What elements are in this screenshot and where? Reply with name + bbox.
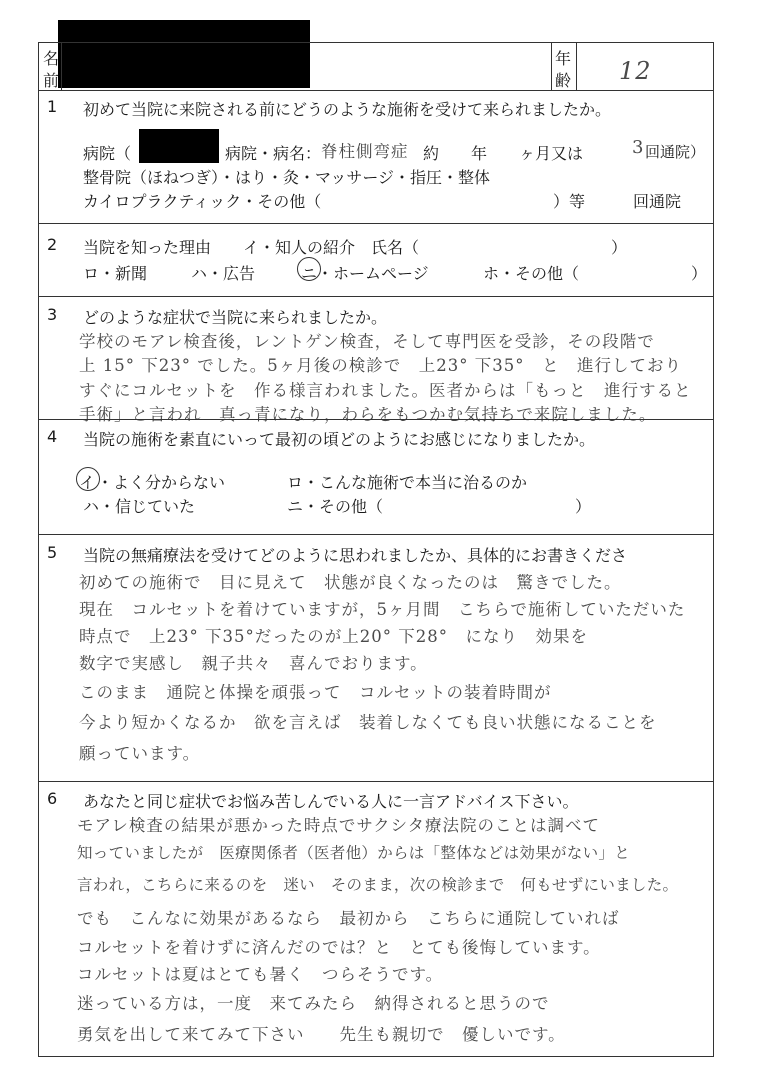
- q4-option-ni: ニ・その他（ ）: [287, 497, 592, 516]
- q6-answer-line: 迷っている方は，一度 来てみたら 納得されると思うので: [77, 994, 550, 1013]
- q2-homepage: ・ホームページ: [317, 264, 429, 283]
- q3-question: どのような症状で当院に来られましたか。: [83, 308, 388, 327]
- age-divider-left: [551, 43, 552, 90]
- q4-question: 当院の施術を素直にいって最初の頃どのようにお感じになりましたか。: [83, 430, 596, 449]
- header-divider: [61, 43, 62, 90]
- q3-answer-line: 上 15° 下23° でした。5ヶ月後の検診で 上23° 下35° と 進行しており: [79, 356, 682, 375]
- hospital-redaction: [139, 129, 219, 163]
- q2-advert: ハ・広告: [191, 264, 256, 283]
- q2-bottom-line: [39, 296, 713, 297]
- q1-duration: 約 年 ヶ月又は: [423, 144, 584, 163]
- q6-answer-line: 知っていましたが 医療関係者（医者他）からは「整体などは効果がない」と: [77, 844, 631, 862]
- q6-answer-line: コルセットを着けずに済んだのでは？と とても後悔しています。: [77, 938, 601, 957]
- q6-number: 6: [47, 789, 58, 808]
- q6-question: あなたと同じ症状でお悩み苦しんでいる人に一言アドバイス下さい。: [83, 792, 579, 811]
- q3-answer-line: 学校のモアレ検査後，レントゲン検査，そして専門医を受診，その段階で: [79, 332, 655, 351]
- questionnaire-form: [38, 42, 714, 1057]
- q5-answer-line: 願っています。: [79, 744, 201, 763]
- q1-hospital-open: 病院（: [83, 144, 132, 163]
- q1-visit-unit: 回通院）: [645, 143, 706, 161]
- age-value: 12: [619, 57, 652, 85]
- age-divider-right: [576, 43, 577, 90]
- q4-option-ro: ロ・こんな施術で本当に治るのか: [287, 473, 528, 492]
- q6-answer-line: 勇気を出して来てみて下さい 先生も親切で 優しいです。: [77, 1025, 566, 1044]
- q3-answer-line: すぐにコルセットを 作る様言われました。医者からは「もっと 進行すると: [79, 381, 692, 400]
- q1-visit-count: 3: [632, 137, 645, 158]
- q5-answer-line: このまま 通院と体操を頑張って コルセットの装着時間が: [79, 683, 552, 702]
- q4-option-i-mark: イ: [79, 473, 96, 492]
- q1-chiropractic-count: ）等 回通院: [553, 192, 682, 211]
- q6-answer-line: 言われ，こちらに来るのを 迷い そのまま，次の検診まで 何もせずにいました。: [77, 876, 679, 894]
- q5-question: 当院の無痛療法を受けてどのように思われましたか、具体的にお書きくださ: [83, 546, 628, 565]
- q2-number: 2: [47, 235, 58, 254]
- q6-answer-line: コルセットは夏はとても暑く つらそうです。: [77, 965, 444, 984]
- name-label-2: 前: [43, 71, 60, 90]
- q1-bottom-line: [39, 223, 713, 224]
- q3-number: 3: [47, 305, 58, 324]
- q5-answer-line: 数字で実感し 親子共々 喜んでおります。: [79, 654, 428, 673]
- q5-answer-line: 現在 コルセットを着けていますが，5ヶ月間 こちらで施術していただいた: [79, 600, 686, 619]
- header-bottom-line: [39, 90, 713, 91]
- q1-question: 初めて当院に来院される前にどうのような施術を受けて来られましたか。: [83, 100, 612, 119]
- q6-answer-line: でも こんなに効果があるなら 最初から こちらに通院していれば: [77, 909, 620, 928]
- age-label-2: 齢: [555, 71, 572, 90]
- q5-answer-line: 時点で 上23° 下35°だったのが上20° 下28° になり 効果を: [79, 627, 588, 646]
- q5-answer-line: 初めての施術で 目に見えて 状態が良くなったのは 驚きでした。: [79, 573, 622, 592]
- q2-other: ホ・その他（ ）: [483, 264, 708, 283]
- q1-number: 1: [47, 97, 58, 116]
- q4-option-i: ・よく分からない: [97, 473, 226, 492]
- q5-number: 5: [47, 543, 58, 562]
- q4-option-ha: ハ・信じていた: [83, 497, 196, 516]
- q1-treatments: 整骨院（ほねつぎ）・はり・灸・マッサージ・指圧・整体: [83, 168, 491, 187]
- q3-bottom-line: [39, 419, 713, 420]
- q2-newspaper: ロ・新聞: [83, 264, 148, 283]
- q4-number: 4: [47, 427, 58, 446]
- q2-line1: 当院を知った理由 イ・知人の紹介 氏名（ ）: [83, 238, 628, 257]
- age-label: 年: [555, 49, 572, 68]
- name-label: 名: [43, 49, 60, 68]
- q1-chiropractic: カイロプラクティック・その他（: [83, 192, 322, 211]
- q1-diagnosis: 脊柱側弯症: [321, 142, 409, 161]
- q4-bottom-line: [39, 534, 713, 535]
- q3-answer-line: 手術」と言われ 真っ青になり，わらをもつかむ気持ちで来院しました。: [79, 405, 657, 424]
- q1-hospital-name-label: 病院・病名：: [225, 144, 322, 163]
- q5-answer-line: 今より短かくなるか 欲を言えば 装着しなくても良い状態になることを: [79, 713, 657, 732]
- q6-answer-line: モアレ検査の結果が悪かった時点でサクシタ療法院のことは調べて: [77, 816, 601, 835]
- q5-bottom-line: [39, 781, 713, 782]
- q2-homepage-mark: ニ: [301, 264, 318, 283]
